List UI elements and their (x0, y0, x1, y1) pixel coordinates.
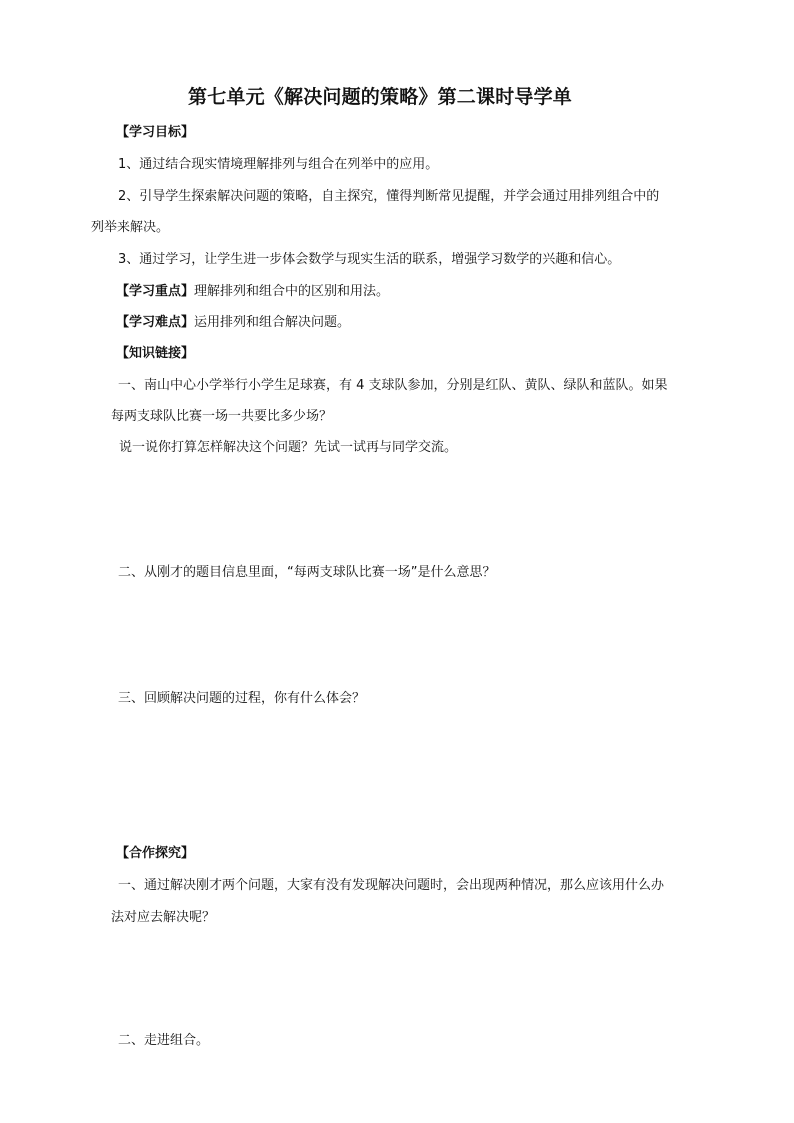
key-point (116, 285, 389, 298)
goal-item-1: 1、通过结合现实情境理解排列与组合在列举中的应用。 (118, 157, 439, 172)
goal-item-3: 3、通过学习，让学生进一步体会数学与现实生活的联系，增强学习数学的兴趣和信心。 (118, 252, 621, 267)
knowledge-question-2: 二、从刚才的题目信息里面，“每两支球队比赛一场”是什么意思？ (118, 565, 496, 580)
key-point-text: 理解排列和组合中的区别和用法。 (194, 284, 390, 299)
cooperation-question-2: 二、走进组合。 (118, 1033, 210, 1048)
goal-item-2: 2、引导学生探索解决问题的策略，自主探究，懂得判断常见提醒，并学会通过用排列组合中的 (118, 189, 660, 204)
cooperation-question-1-line-1: 一、通过解决刚才两个问题，大家有没有发现解决问题时，会出现两种情况，那么应该用什么办 (118, 878, 665, 893)
page-title: 第七单元《解决问题的策略》第二课时导学单 (188, 86, 573, 108)
knowledge-question-1-prompt: 说一说你打算怎样解决这个问题？先试一试再与同学交流。 (119, 440, 458, 455)
cooperation-question-1-line-2: 法对应去解决呢？ (111, 910, 216, 925)
knowledge-question-3: 三、回顾解决问题的过程，你有什么体会？ (118, 691, 366, 706)
knowledge-question-1-line-1: 一、南山中心小学举行小学生足球赛，有 4 支球队参加，分别是红队、黄队、绿队和蓝队。如果 (118, 378, 668, 393)
difficulty (116, 316, 350, 329)
difficulty-text: 运用排列和组合解决问题。 (194, 315, 351, 330)
difficulty-label: 【学习难点】 (116, 315, 195, 330)
goals-heading: 【学习目标】 (116, 125, 195, 140)
knowledge-heading: 【知识链接】 (116, 346, 195, 361)
key-point-label: 【学习重点】 (116, 284, 195, 299)
cooperation-heading: 【合作探究】 (116, 846, 195, 861)
goal-item-2-continued: 列举来解决。 (91, 220, 170, 235)
knowledge-question-1-line-2: 每两支球队比赛一场一共要比多少场？ (111, 409, 333, 424)
